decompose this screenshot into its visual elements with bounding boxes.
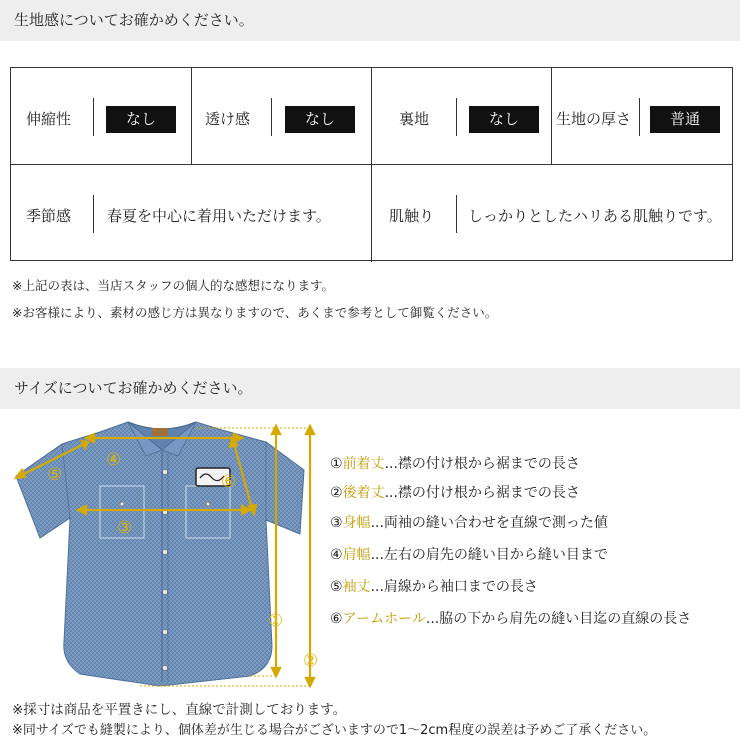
fabric-label-sheer: 透け感 xyxy=(205,110,251,128)
table-divider xyxy=(191,68,192,164)
size-section-title: サイズについてお確かめください。 xyxy=(0,368,740,409)
legend-item-shoulder-width: ④肩幅...左右の肩先の縫い目から縫い目まで xyxy=(330,547,608,563)
table-divider xyxy=(371,68,372,262)
diagram-label-5: ⑤ xyxy=(47,465,63,485)
legend-item-armhole: ⑥アームホール...脇の下から肩先の縫い目迄の直線の長さ xyxy=(330,611,692,627)
diagram-label-3: ③ xyxy=(117,518,133,538)
diagram-label-1: ① xyxy=(268,611,284,631)
table-divider xyxy=(551,68,552,164)
cell-separator xyxy=(271,98,272,136)
shirt-illustration xyxy=(0,410,330,700)
fabric-label-stretch: 伸縮性 xyxy=(26,110,72,128)
cell-separator xyxy=(639,98,640,136)
fabric-value-thickness: 普通 xyxy=(650,106,720,133)
fabric-label-thickness: 生地の厚さ xyxy=(556,110,632,128)
legend-item-body-width: ③身幅...両袖の縫い合わせを直線で測った値 xyxy=(330,515,608,531)
cell-separator xyxy=(456,195,457,233)
fabric-section-title: 生地感についてお確かめください。 xyxy=(0,0,740,41)
diagram-label-6: ⑥ xyxy=(221,472,237,492)
legend-item-back-length: ②後着丈...襟の付け根から裾までの長さ xyxy=(330,485,580,501)
cell-separator xyxy=(456,98,457,136)
diagram-label-2: ② xyxy=(303,651,319,671)
shirt-diagram xyxy=(0,410,330,700)
fabric-value-stretch: なし xyxy=(106,106,176,133)
fabric-value-sheer: なし xyxy=(285,106,355,133)
fabric-value-lining: なし xyxy=(469,106,539,133)
fabric-value-season: 春夏を中心に着用いただけます。 xyxy=(107,207,331,225)
fabric-value-texture: しっかりとしたハリある肌触りです。 xyxy=(468,207,722,225)
cell-separator xyxy=(93,98,94,136)
size-note-1: ※採寸は商品を平置きにし、直線で計測しております。 xyxy=(12,702,347,718)
cell-separator xyxy=(93,195,94,233)
fabric-note-2: ※お客様により、素材の感じ方は異なりますので、あくまで参考として御覧ください。 xyxy=(12,305,498,320)
legend-item-front-length: ①前着丈...襟の付け根から裾までの長さ xyxy=(330,456,580,472)
shirt-body xyxy=(16,422,304,686)
legend-item-sleeve-length: ⑤袖丈...肩線から袖口までの長さ xyxy=(330,579,538,595)
fabric-label-lining: 裏地 xyxy=(399,110,430,128)
fabric-label-season: 季節感 xyxy=(26,207,72,225)
fabric-note-1: ※上記の表は、当店スタッフの個人的な感想になります。 xyxy=(12,278,334,293)
fabric-label-texture: 肌触り xyxy=(389,207,435,225)
size-note-2: ※同サイズでも縫製により、個体差が生じる場合がございますので1～2cm程度の誤差は予めご了承ください。 xyxy=(12,723,657,738)
diagram-label-4: ④ xyxy=(106,450,122,470)
fabric-table xyxy=(10,67,733,261)
brand-tag xyxy=(152,428,168,436)
